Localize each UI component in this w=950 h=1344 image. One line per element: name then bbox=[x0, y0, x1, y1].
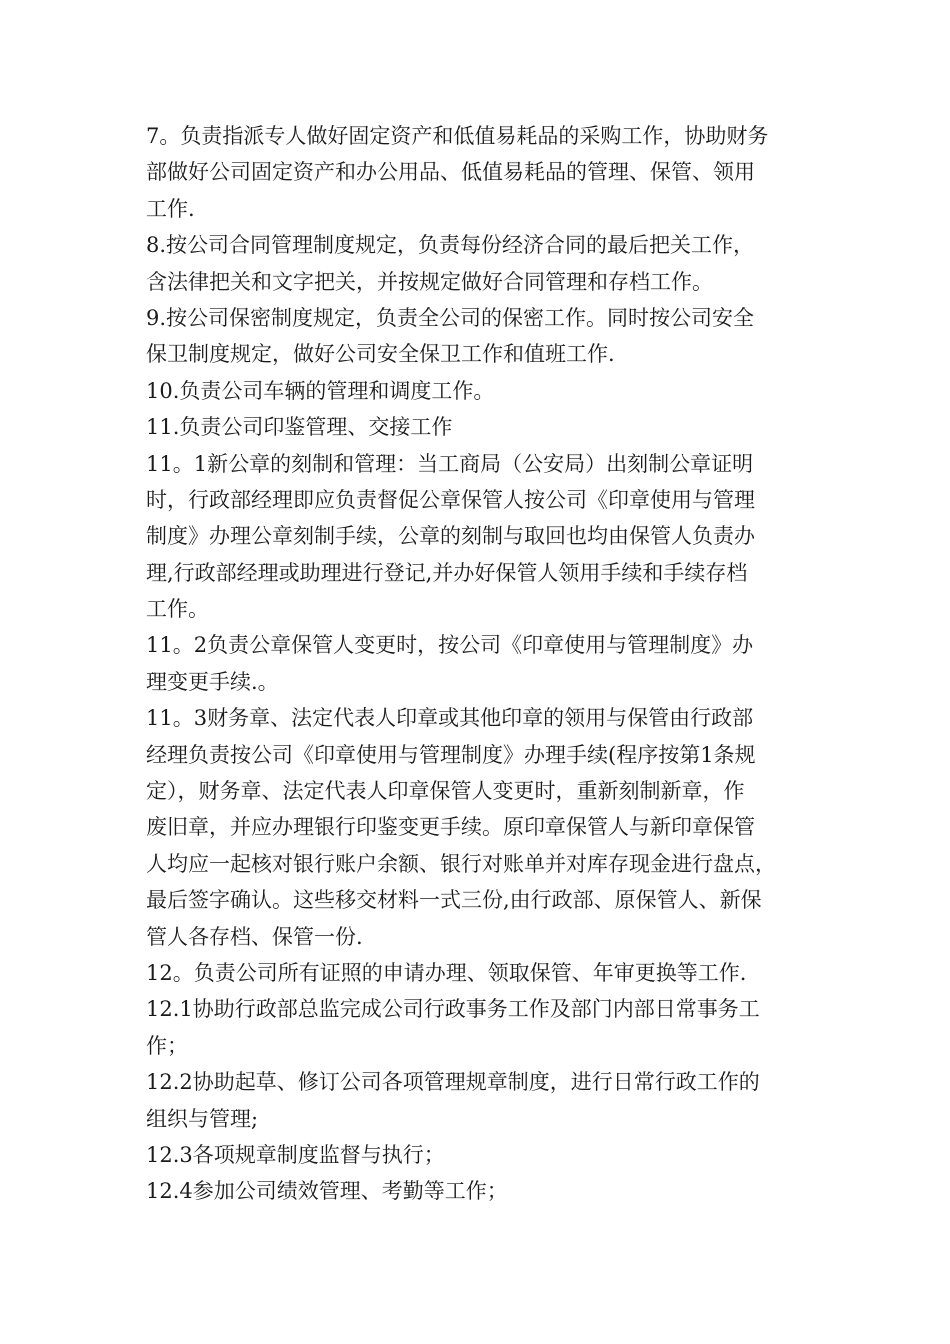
text-line: 7。负责指派专人做好固定资产和低值易耗品的采购工作，协助财务 bbox=[146, 124, 769, 148]
text-line: 废旧章，并应办理银行印鉴变更手续。原印章保管人与新印章保管 bbox=[146, 815, 755, 840]
text-line: 12.2协助起草、修订公司各项管理规章制度，进行日常行政工作的 bbox=[146, 1070, 760, 1095]
text-line: 管人各存档、保管一份. bbox=[146, 924, 363, 949]
text-line: 工作. bbox=[146, 196, 195, 221]
text-line: 最后签字确认。这些移交材料一式三份,由行政部、原保管人、新保 bbox=[146, 888, 762, 913]
text-line: 工作。 bbox=[146, 597, 209, 622]
text-line: 保卫制度规定，做好公司安全保卫工作和值班工作. bbox=[146, 342, 615, 367]
text-line: 11.负责公司印鉴管理、交接工作 bbox=[146, 415, 453, 440]
text-line: 部做好公司固定资产和办公用品、低值易耗品的管理、保管、领用 bbox=[146, 160, 755, 185]
text-line: 人均应一起核对银行账户余额、银行对账单并对库存现金进行盘点， bbox=[146, 851, 776, 876]
text-line: 9.按公司保密制度规定，负责全公司的保密工作。同时按公司安全 bbox=[146, 305, 755, 330]
text-line: 制度》办理公章刻制手续，公章的刻制与取回也均由保管人负责办 bbox=[146, 524, 755, 549]
document-body bbox=[146, 118, 818, 1210]
text-line: 时，行政部经理即应负责督促公章保管人按公司《印章使用与管理 bbox=[146, 487, 755, 512]
text-line: 含法律把关和文字把关，并按规定做好合同管理和存档工作。 bbox=[146, 269, 713, 294]
text-line: 理变更手续.。 bbox=[146, 669, 279, 694]
text-line: 经理负责按公司《印章使用与管理制度》办理手续(程序按第1条规 bbox=[146, 742, 756, 767]
text-line: 11。3财务章、法定代表人印章或其他印章的领用与保管由行政部 bbox=[146, 706, 754, 731]
text-line: 12.1协助行政部总监完成公司行政事务工作及部门内部日常事务工 bbox=[146, 997, 760, 1022]
text-line: 组织与管理; bbox=[146, 1106, 259, 1131]
text-line: 11。2负责公章保管人变更时，按公司《印章使用与管理制度》办 bbox=[146, 633, 754, 658]
text-line: 10.负责公司车辆的管理和调度工作。 bbox=[146, 378, 495, 403]
text-line: 12。负责公司所有证照的申请办理、领取保管、年审更换等工作. bbox=[146, 960, 747, 985]
text-line: 8.按公司合同管理制度规定，负责每份经济合同的最后把关工作， bbox=[146, 233, 755, 258]
text-line: 12.3各项规章制度监督与执行； bbox=[146, 1142, 445, 1167]
text-line: 理,行政部经理或助理进行登记,并办好保管人领用手续和手续存档 bbox=[146, 560, 748, 585]
text-line: 11。1新公章的刻制和管理：当工商局（公安局）出刻制公章证明 bbox=[146, 451, 754, 476]
text-line: 作； bbox=[146, 1033, 188, 1058]
text-line: 定），财务章、法定代表人印章保管人变更时，重新刻制新章，作 bbox=[146, 779, 745, 804]
text-line: 12.4参加公司绩效管理、考勤等工作； bbox=[146, 1179, 508, 1204]
